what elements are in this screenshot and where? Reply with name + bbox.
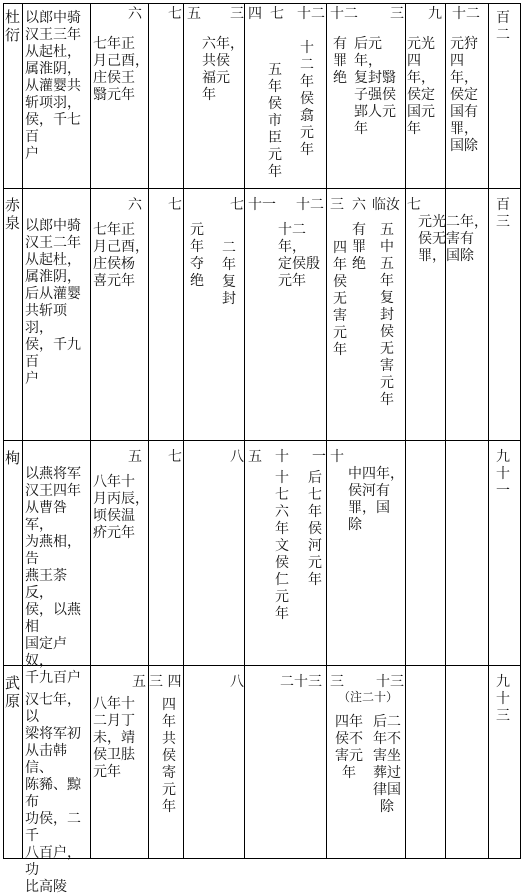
cell-vertical-text: 五年侯市臣元年 [268, 62, 282, 180]
cell-vertical-text: 有罪绝 [333, 36, 347, 86]
cell-number: 五 [132, 674, 146, 690]
cell-vertical-text: 后二年不害坐葬过律国除 [373, 714, 401, 815]
row-name: 赤泉 [5, 196, 21, 232]
cell-number: 十 [330, 449, 344, 465]
cell-number: 六 [128, 6, 142, 22]
row-name: 栒 [5, 449, 21, 467]
cell-number: 九 [428, 6, 442, 22]
row-description: 以燕将军 汉王四年 从曹咎军， 为燕相，告 燕王荼反， 侯，以燕相 国定卢奴， 千九百户 [25, 466, 81, 686]
cell-vertical-text: 四年侯不害元年 [335, 714, 363, 781]
cell-number: 三 [230, 6, 244, 22]
cell-vertical-text: 十二年侯翕元年 [300, 40, 314, 158]
cell-text: 八年十 二月丁 未，靖 侯卫胠 元年 [93, 696, 135, 780]
cell-number: 八 [230, 449, 244, 465]
cell-number: 七 [168, 449, 182, 465]
cell-number: 临汝 [372, 197, 400, 213]
cell-vertical-text: 后七年侯河元年 [308, 470, 322, 588]
col-line [3, 3, 4, 859]
footnote-marker: （注二十） [338, 690, 399, 704]
cell-number: 十三 [376, 674, 404, 690]
cell-number: 六 [352, 197, 366, 213]
cell-number-vertical: 百二 [496, 10, 510, 43]
cell-text: 七年正 月己酉， 庄侯王 翳元年 [93, 36, 149, 103]
col-line [183, 3, 184, 859]
cell-vertical-text: 四年共侯寄元年 [162, 697, 176, 815]
row-description: 汉七年，以 梁将军初 从击韩信、 陈豨、黥布 功侯，二千 八百户，功 比高陵 [25, 692, 81, 895]
cell-number: 三 [330, 674, 344, 690]
col-line [326, 3, 327, 859]
cell-number: 五 [248, 449, 262, 465]
cell-vertical-text: 有罪绝 [352, 222, 366, 272]
row-description: 以郎中骑 汉王二年 从起杜， 属淮阴， 后从灌婴 共斩项羽， 侯，千九百 户 [25, 218, 81, 387]
cell-text: 元狩 四年， 侯定 国有 罪， 国除 [450, 36, 478, 154]
cell-number: 十二 [296, 197, 324, 213]
col-line [520, 3, 521, 859]
cell-number: 七 [168, 197, 182, 213]
cell-vertical-text: 十七六年文侯仁元年 [275, 470, 289, 622]
cell-number: 十二 [330, 6, 358, 22]
cell-number: 十二 [452, 6, 480, 22]
cell-number: 三 [330, 197, 344, 213]
cell-number-vertical: 九十一 [496, 449, 510, 499]
cell-number: 十 [275, 449, 289, 465]
cell-number: 十二 [297, 6, 325, 22]
cell-number-vertical: 百三 [496, 197, 510, 230]
cell-text: 元光二年， 侯无害有 罪，国除 [418, 214, 488, 264]
cell-number: 七 [407, 197, 421, 213]
row-name: 杜衍 [5, 8, 21, 44]
cell-text: 八年十 月丙辰， 顷侯温 疥元年 [93, 474, 149, 541]
cell-vertical-text: 元年夺绝 [190, 222, 204, 289]
cell-number: 一 [312, 449, 326, 465]
cell-number: 七 [230, 197, 244, 213]
cell-number: 四 [248, 6, 262, 22]
cell-number: 三 [390, 6, 404, 22]
col-line [244, 3, 245, 859]
cell-vertical-text: 四年侯无害元年 [333, 240, 347, 358]
col-line [22, 3, 23, 859]
cell-number: 二十三 [280, 674, 322, 690]
row-name: 武原 [5, 674, 21, 710]
cell-number: 三 四 [149, 674, 182, 690]
cell-number: 五 [187, 6, 201, 22]
cell-text: 后元年， 复封翳 子强侯 郢人元 年 [354, 36, 396, 137]
cell-number: 七 [168, 6, 182, 22]
table-border-top [3, 3, 521, 4]
row-divider [3, 440, 521, 441]
cell-vertical-text: 二年复封 [222, 240, 236, 307]
cell-number-vertical: 九十三 [496, 674, 510, 724]
cell-text: 元光 四年， 侯定 国元 年 [407, 36, 435, 137]
cell-number: 六 [128, 197, 142, 213]
cell-text: 中四年， 侯河有 罪，国 除 [348, 466, 404, 533]
cell-text: 七年正 月己酉， 庄侯杨 喜元年 [93, 222, 149, 289]
cell-number: 八 [230, 674, 244, 690]
cell-number: 七 [270, 6, 284, 22]
cell-text: 六年， 共侯 福元 年 [202, 36, 244, 103]
col-line [488, 3, 489, 859]
cell-vertical-text: 五中五年复封侯无害元年 [380, 222, 394, 408]
cell-number: 十一 [248, 197, 276, 213]
cell-number: 五 [128, 449, 142, 465]
row-description: 以郎中骑 汉王三年 从起杜， 属淮阴， 从灌婴共 斩项羽， 侯，千七百 户 [25, 10, 81, 162]
cell-text: 十二年， 定侯殷 元年 [278, 222, 320, 289]
row-divider [3, 188, 521, 189]
